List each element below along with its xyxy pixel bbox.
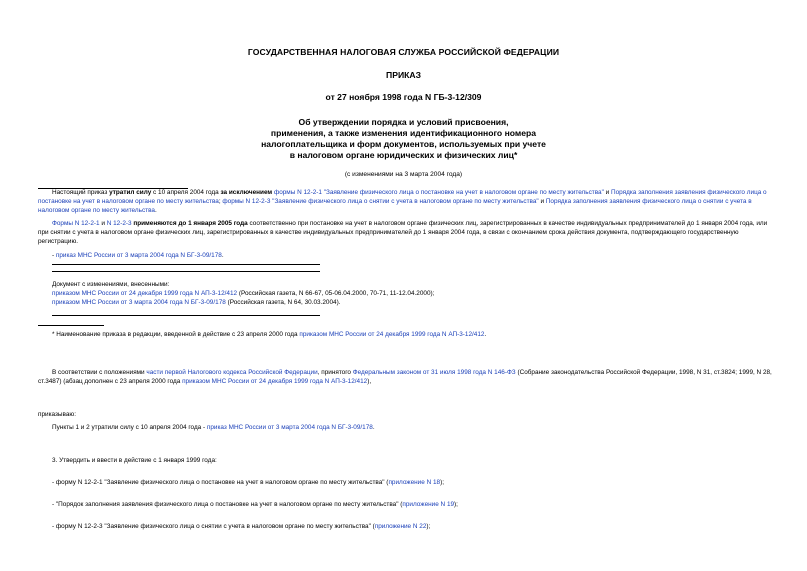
changes-item: [52, 290, 752, 299]
agency-name: ГОСУДАРСТВЕННАЯ НАЛОГОВАЯ СЛУЖБА РОССИЙСКОЙ ФЕДЕРАЦИИ: [247, 47, 560, 57]
text: и: [603, 189, 612, 196]
link-appendix-19[interactable]: приложение N 19: [402, 501, 455, 508]
order-word: приказываю:: [38, 411, 76, 418]
text: * Наименование приказа в редакции, введенной в действие с 23 апреля 2000 года: [52, 331, 300, 338]
paragraph-points-repealed: [52, 424, 752, 433]
link-order-ap-3-12-412[interactable]: приказом МНС России от 24 декабря 1999 года N АП-3-12/412: [52, 289, 238, 297]
text: .: [221, 252, 224, 259]
text-bold: утратил силу: [109, 189, 152, 196]
text: соответственно при постановке на учет в налоговом органе физических лиц, зарегистрированных в качестве индивидуальных предпринимателей до 1 января 2004 года, или при снятии с учета в налоговом органе физических лиц, зарегистрированных в качестве индивидуальных предпринимателей до 1 января 2004 года, в связи с окончанием срока действия документа, подтверждающего государственную регистрацию.: [38, 220, 768, 245]
link-procedure-deregistration[interactable]: Порядка заполнения заявления физического лица о снятии с учета в налоговом органе по месту жительства: [38, 197, 752, 214]
link-procedure-registration[interactable]: Порядка заполнения заявления физического лица о постановке на учет в налоговом органе по месту жительства: [38, 189, 767, 205]
text-bold: применяются до 1 января 2005 года: [131, 220, 248, 227]
document-title: [0, 117, 807, 161]
text: - форму N 12-2-3 "Заявление физического лица о снятии с учета в налоговом органе по месту жительства" (: [52, 523, 375, 530]
changes-item: [52, 299, 752, 308]
text: .: [372, 424, 375, 431]
text: , принятого: [317, 369, 353, 376]
title-line: Об утверждении порядка и условий присвоения,: [298, 117, 509, 127]
list-item: [52, 501, 772, 510]
changes-block: [52, 281, 752, 307]
text: (Российская газета, N 66-67, 05-06.04.2000, 70-71, 11-12.04.2000);: [237, 289, 435, 297]
link-order-bg-3-09-178[interactable]: приказ МНС России от 3 марта 2004 года N БГ-3-09/178: [206, 424, 373, 431]
link-appendix-22[interactable]: приложение N 22: [374, 523, 427, 530]
text: - форму N 12-2-1 "Заявление физического лица о постановке на учет в налоговом органе по месту жительства" (: [52, 479, 389, 486]
text: ),: [367, 377, 372, 385]
divider: [38, 325, 104, 326]
link-form-12-2-1[interactable]: Формы N 12-2-1: [52, 220, 100, 227]
link-order-ap-3-12-412[interactable]: приказом МНС России от 24 декабря 1999 года N АП-3-12/412: [299, 331, 485, 338]
footnote: [52, 331, 772, 340]
document-date-number: от 27 ноября 1998 года N ГБ-3-12/309: [325, 92, 482, 102]
link-form-12-2-1[interactable]: формы N 12-2-1 "Заявление физического лица о постановке на учет в налоговом органе по месту жительства": [273, 189, 604, 196]
link-tax-code[interactable]: части первой Налогового кодекса Российской Федерации: [146, 369, 318, 376]
text: В соответствии с положениями: [52, 369, 147, 376]
text: .: [154, 206, 157, 214]
link-form-12-2-3[interactable]: N 12-2-3: [106, 220, 132, 227]
changes-heading: Документ с изменениями, внесенными:: [52, 281, 170, 288]
text: (Российская газета, N 64, 30.03.2004).: [225, 298, 341, 306]
text: .: [484, 331, 487, 338]
paragraph-basis: [38, 369, 775, 387]
text: и: [99, 220, 107, 227]
text: с 10 апреля 2004 года: [151, 189, 221, 196]
paragraph-approve: 3. Утвердить и ввести в действие с 1 января 1999 года:: [52, 457, 217, 464]
title-line: налогоплательщика и форм документов, используемых при учете: [261, 139, 546, 149]
text: -: [52, 252, 56, 259]
text: (Собрание законодательства Российской Федерации, 1998, N 31, ст.3824; 1999, N 28, ст.3487) (абзац дополнен с 23 апреля 2000 года: [38, 369, 772, 385]
divider: [52, 264, 320, 265]
list-item: [52, 479, 772, 488]
paragraph-reference: [52, 252, 752, 261]
title-line: в налоговом органе юридических и физических лиц*: [289, 150, 518, 160]
link-federal-law-146[interactable]: Федеральным законом от 31 июля 1998 года N 146-ФЗ: [352, 369, 516, 376]
text: );: [426, 523, 431, 530]
text: );: [440, 479, 444, 486]
divider: [52, 315, 320, 316]
link-order-bg-3-09-178[interactable]: приказом МНС России от 3 марта 2004 года N БГ-3-09/178: [52, 298, 226, 306]
list-item: [52, 523, 772, 532]
text: - "Порядок заполнения заявления физического лица о постановке на учет в налоговом органе по месту жительства" (: [52, 501, 403, 508]
paragraph-application: [38, 220, 775, 246]
amendment-note: (с изменениями на 3 марта 2004 года): [344, 171, 463, 178]
paragraph-status: [38, 189, 775, 215]
link-form-12-2-3[interactable]: формы N 12-2-3 "Заявление физического лица о снятии с учета в налоговом органе по месту жительства": [222, 197, 539, 205]
divider: [52, 271, 320, 272]
text: ;: [218, 197, 223, 205]
document-type: ПРИКАЗ: [386, 70, 421, 80]
link-order-bg-3-09-178[interactable]: приказ МНС России от 3 марта 2004 года N БГ-3-09/178: [55, 252, 222, 259]
text: );: [454, 501, 458, 508]
text-bold: за исключением: [220, 189, 273, 196]
text: и: [538, 197, 546, 205]
link-order-ap-3-12-412[interactable]: приказом МНС России от 24 декабря 1999 года N АП-3-12/412: [182, 377, 368, 385]
text: Настоящий приказ: [52, 189, 110, 196]
text: Пункты 1 и 2 утратили силу с 10 апреля 2004 года -: [52, 424, 207, 431]
title-line: применения, а также изменения идентификационного номера: [270, 128, 537, 138]
link-appendix-18[interactable]: приложение N 18: [388, 479, 441, 486]
